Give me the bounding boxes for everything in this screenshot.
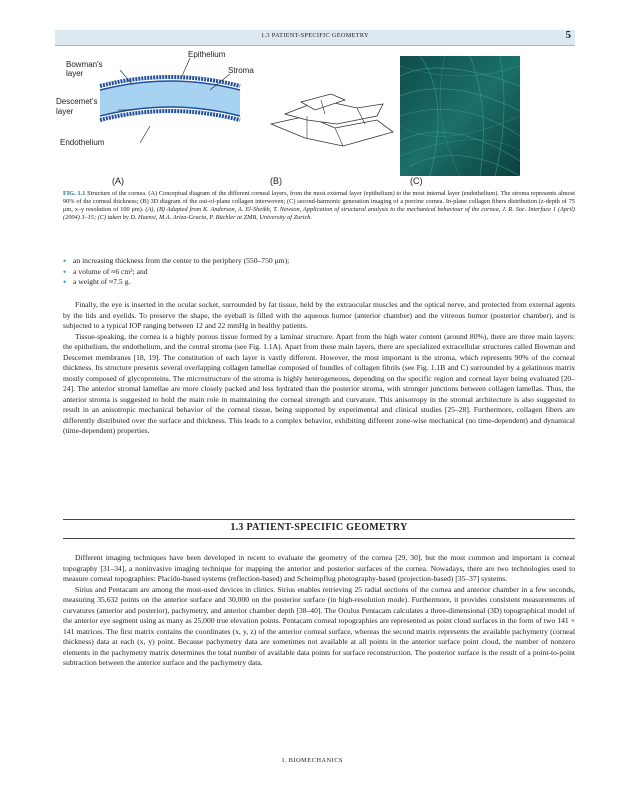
section-heading: 1.3 PATIENT-SPECIFIC GEOMETRY [230,522,408,533]
bullet-list [63,256,575,288]
panel-letter-a: (A) [112,176,124,186]
list-item [63,267,575,278]
list-item [63,256,575,267]
label-stroma: Stroma [228,66,254,75]
figure-caption-credit: (A), (B) Adapted from K. Anderson, A. El-Sheikh, T. Newson, Application of structural analysis to the mechanical behaviour of the cornea, J. R. Soc. Interface 1 (April) (2004) 3–15; (C) taken by D. Haensi, M.A. Ariza-Gracia, P. Büchler at ZMB, University of Zurich. [63,206,575,221]
figure-caption [63,190,575,222]
running-header [55,30,575,46]
bullet-text: an increasing thickness from the center to the periphery (550–750 μm); [73,256,290,265]
label-bowmans: Bowman's [66,60,103,69]
figure-caption-label: FIG. 1.1 [63,190,86,197]
label-epithelium: Epithelium [188,50,226,59]
figure-1-1 [56,50,575,190]
page-number: 5 [565,29,571,41]
collagen-lamellae-3d-diagram [265,80,405,160]
page-footer: I. BIOMECHANICS [282,757,343,764]
bullet-dot-icon: • [63,266,67,277]
panel-letter-c: (C) [410,176,423,186]
running-title: 1.3 PATIENT-SPECIFIC GEOMETRY [261,32,369,39]
paragraph-eye-socket: Finally, the eye is inserted in the ocular socket, surrounded by fat tissue, held by the extraocular muscles and the optical nerve, and protected from external agents by the lids and eyelids. To preserve the shape, the eyeball is filled with the aqueous humor (anterior chamber) and the vitreous humor (posterior chamber), and is subjected to a typical IOP ranging between 12 and 22 mmHg in healthy patients. [63,300,575,330]
label-descemets-layer: layer [56,107,74,116]
label-descemets: Descemet's [56,97,98,106]
section-rule-top [63,519,575,520]
section-rule-bottom [63,538,575,539]
paragraph-imaging-techniques: Different imaging techniques have been developed in recent to evaluate the geometry of the cornea [29, 30], but the most common and important is corneal topography [31–34], a noninvasive imaging technique for mapping the anterior and posterior surfaces of the cornea. Nowadays, there are two technologies used to measure corneal topographies: Placido-based systems (reflection-based) and Scheimpflug photography-based (projection-based) [35–37] systems. [63,553,575,583]
bullet-dot-icon: • [63,277,67,287]
body-paragraphs-lower [63,553,575,669]
endothelium-layer [100,111,240,120]
bullet-dot-icon: • [63,256,67,266]
bullet-text: a weight of ≈7.5 g. [73,277,131,286]
paragraph-tissue-structure: Tissue-speaking, the cornea is a highly porous tissue formed by a laminar structure. Apart from the high water content (around 80%), there are three main layers: the epithelium, the endothelium, and the central stroma (see Fig. 1.1A). Apart from these main layers, there are specialized extracellular structures called Bowman and Descemet membranes [18, 19]. The constitution of each layer is vastly different. However, the most important is the stroma, which represents 90% of the corneal thickness. Its structure presents several overlapping collagen lamellae composed of bundles of collagen fibrils (see Fig. 1.1B and C) surrounded by a gelatinous matrix mostly composed of glycoproteins. The microstructure of the stroma is highly heterogeneous, depending on the specific region and corneal layer being evaluated [20–24]. The anterior stromal lamellae are more closely packed and less hydrated than the posterior stroma, with stronger junctions between collagen lamellas. Thus, the anterior stroma is suggested to hold the main role in maintaining the corneal strength and curvature. This anisotropy in the stromal architecture is also suggested to result in an anisotropic mechanical behavior of the corneal tissue, being supported by experimental and clinical studies [25–28]. Furthermore, collagen fibers are differently distributed over the surface and thickness. This leads to a complex behavior, exhibiting different zone-wise mechanical (no time-dependent) and dynamical (time-dependent) properties. [63,331,575,435]
bullet-text: a volume of ≈6 cm³; and [73,266,148,276]
label-bowmans-layer: layer [66,69,84,78]
paragraph-sirius-pentacam: Sirius and Pentacam are among the most-used devices in clinics. Sirius enables retrieving 25 radial sections of the cornea and anterior chamber in a few seconds, measuring 35,632 points on the anterior surface and 30,000 on the posterior surface (in high-resolution mode). Furthermore, it provides consistent measurements of curvatures (anterior and posterior), pachymetry, and anterior chamber depth [38–40]. The Oculus Pentacam calculates a three-dimensional (3D) topographical model of the anterior eye segment using as many as 25,000 true elevation points. Pentacam corneal topographies are represented as point cloud surfaces in the form of two 141 × 141 matrices. The first matrix contains the coordinates (x, y, z) of the anterior corneal surface, whereas the second matrix represents the available pachymetry (corneal thickness) data at each (x, y) point. Because pachymetry data are sometimes not available at all points in the anterior surface point cloud, the number of nonzero elements in the pachymetry matrix determines the total number of available data points for surface reconstruction. The posterior surface is the result of a point-to-point subtraction between the anterior surface and the pachymetry data. [63,584,575,667]
list-item [63,277,575,288]
figure-caption-text: Structure of the cornea. (A) Conceptual diagram of the different corneal layers, from the most external layer (epithelium) to the most internal layer (endothelium). The stroma represents almost 90% of the corneal thickness; (B) 3D diagram of the out-of-plane collagen interwoven; (C) second-harmonic generation imaging of a porcine cornea. In-plane collagen fibers distribution (z-depth of 75 μm, x–y resolution of 100 μm). [63,190,576,213]
label-endothelium: Endothelium [60,138,105,147]
panel-letter-b: (B) [270,176,282,186]
body-paragraphs-upper [63,300,575,437]
shg-micrograph-image [400,56,520,176]
